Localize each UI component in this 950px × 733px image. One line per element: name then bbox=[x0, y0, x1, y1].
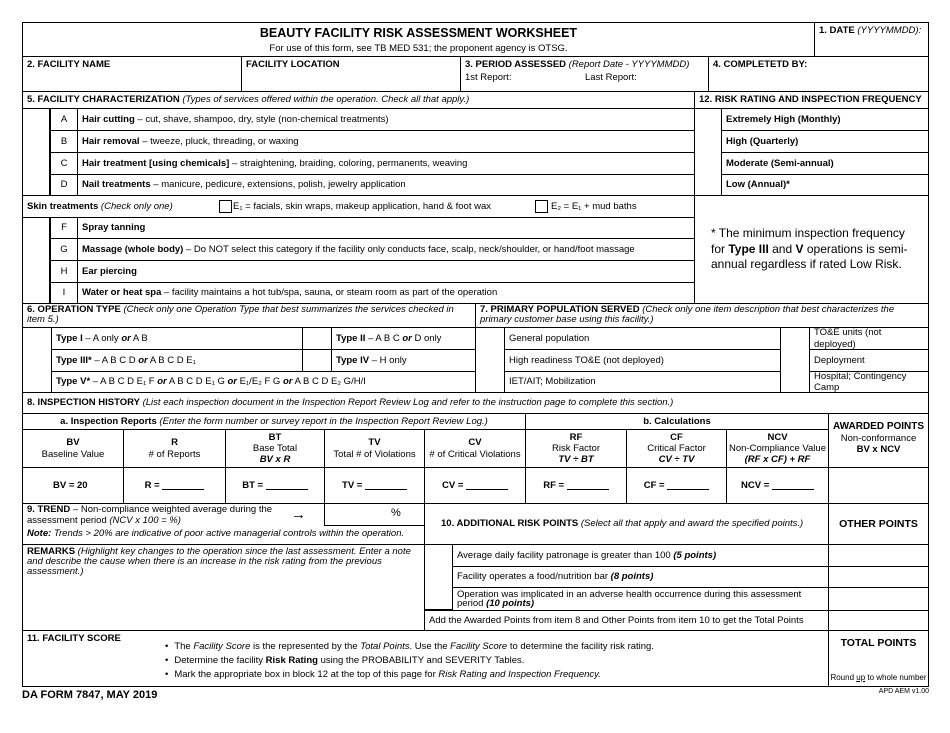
item3-text: Operation was implicated in an adverse health occurrence during this assessment period bbox=[457, 588, 802, 609]
r-entry[interactable] bbox=[123, 467, 226, 504]
b3-a: Mark the appropriate box in block 12 at the top of this page for bbox=[174, 669, 439, 681]
col-cv-line1: # of Critical Violations bbox=[429, 448, 521, 460]
pop-iet-ait[interactable]: IET/AIT; Mobilization bbox=[504, 371, 781, 393]
inspection-frequency-note bbox=[694, 195, 929, 304]
form-header bbox=[22, 22, 815, 57]
sec6-hint: (Check only one Operation Type that best summarizes the services checked in item 5.) bbox=[27, 304, 454, 325]
sec5-header bbox=[22, 91, 695, 109]
date-field[interactable] bbox=[814, 22, 929, 57]
sec9-text: – Non-compliance weighted average during the assessment period bbox=[27, 504, 273, 526]
b1-c: is the represented by the bbox=[250, 641, 361, 652]
population-check-col-left bbox=[475, 327, 505, 393]
b1-f: Facility Score bbox=[450, 641, 508, 652]
rf-entry[interactable] bbox=[525, 467, 627, 504]
trend-percent-field[interactable] bbox=[324, 503, 425, 526]
round-a: Round bbox=[830, 672, 857, 682]
sec9-note-label: Note: bbox=[27, 527, 52, 539]
row-g-service[interactable] bbox=[77, 238, 695, 261]
tv-entry-label: TV = bbox=[342, 479, 363, 491]
op-type-ii[interactable] bbox=[331, 327, 476, 350]
col-ncv-line2: (RF x CF) + RF bbox=[744, 454, 811, 466]
b2-a: Determine the facility bbox=[174, 655, 266, 667]
row-f-name: Spray tanning bbox=[82, 222, 146, 234]
type-ii-label: Type II bbox=[336, 332, 366, 344]
round-note bbox=[829, 673, 928, 682]
skin-label: Skin treatments bbox=[27, 200, 99, 212]
form-version: APD AEM v1.00 bbox=[878, 688, 929, 695]
row-i-desc: – facility maintains a hot tub/spa, sauna, or steam room as part of the operation bbox=[161, 287, 498, 299]
sec8-header bbox=[22, 392, 929, 414]
note-part-e: operations is semi-annual regardless if rated Low Risk. bbox=[711, 241, 908, 272]
sec11-bullet-1 bbox=[165, 641, 654, 652]
type-v-a: – A B C D E₁ F bbox=[90, 376, 158, 388]
ncv-entry-line[interactable] bbox=[772, 481, 814, 490]
e2-checkbox[interactable] bbox=[535, 200, 548, 213]
round-c: to whole number bbox=[865, 672, 927, 682]
row-i-letter: I bbox=[50, 282, 78, 304]
type-ii-or: or bbox=[402, 332, 412, 344]
e1-checkbox[interactable] bbox=[219, 200, 232, 213]
b1-g: to determine the facility risk rating. bbox=[507, 641, 654, 652]
row-d-service[interactable] bbox=[77, 174, 695, 196]
sec5-hint: (Types of services offered within the operation. Check all that apply.) bbox=[182, 94, 470, 105]
rating-moderate[interactable]: Moderate (Semi-annual) bbox=[721, 152, 929, 175]
type-iii-label: Type III* bbox=[56, 354, 92, 366]
row-i-service[interactable] bbox=[77, 282, 695, 304]
col-r bbox=[123, 429, 226, 468]
sec11-bullets bbox=[165, 641, 654, 684]
cv-entry-label: CV = bbox=[441, 479, 464, 491]
note-part-a: * The minimum inspection frequency for bbox=[711, 226, 905, 256]
bv-value bbox=[22, 467, 124, 504]
col-r-abbr: R bbox=[171, 437, 178, 449]
tv-entry-line[interactable] bbox=[365, 481, 407, 490]
row-f-letter: F bbox=[50, 217, 78, 239]
date-label: 1. DATE bbox=[819, 25, 855, 36]
pop-high-readiness[interactable]: High readiness TO&E (not deployed) bbox=[504, 349, 781, 372]
trend-arrow-icon: → bbox=[291, 506, 306, 523]
period-assessed-field[interactable] bbox=[460, 56, 709, 92]
type-iv-label: Type IV bbox=[336, 354, 370, 366]
sec9-formula: (NCV x 100 = %) bbox=[109, 514, 181, 526]
bt-entry-label: BT = bbox=[242, 479, 264, 491]
type-ii-b: D only bbox=[411, 332, 442, 344]
col-rf-abbr: RF bbox=[569, 431, 583, 443]
col-bt-line2: BV x R bbox=[259, 454, 291, 466]
type-v-or1: or bbox=[157, 376, 167, 388]
other-points-2[interactable] bbox=[828, 566, 929, 588]
b1-a: The bbox=[174, 641, 194, 652]
skin-treatments-row bbox=[22, 195, 695, 218]
a-hint: (Enter the form number or survey report in the Inspection Report Review Log.) bbox=[159, 415, 488, 427]
col-cf bbox=[626, 429, 727, 468]
sec6-header bbox=[22, 303, 476, 328]
period-label: 3. PERIOD ASSESSED bbox=[465, 59, 567, 70]
pop-hospital[interactable]: Hospital; Contingency Camp bbox=[809, 371, 929, 393]
op-type-iv[interactable] bbox=[331, 349, 476, 372]
row-h-letter: H bbox=[50, 260, 78, 283]
row-c-service[interactable] bbox=[77, 152, 695, 175]
item1-text: Average daily facility patronage is greater than 100 bbox=[457, 549, 674, 561]
other-points-header: OTHER POINTS bbox=[828, 503, 929, 545]
form-number: DA FORM 7847, MAY 2019 bbox=[22, 689, 158, 701]
b1-b: Facility Score bbox=[193, 641, 251, 652]
awarded-points-header bbox=[828, 413, 929, 468]
period-hint: (Report Date - YYYYMMDD) bbox=[568, 59, 690, 70]
type-i-label: Type I bbox=[56, 332, 83, 344]
round-b: up bbox=[856, 672, 866, 682]
row-g-desc: – Do NOT select this category if the facility only conducts face, scalp, neck/shoulder, or hand/foot massage bbox=[183, 243, 635, 255]
skin-hint: (Check only one) bbox=[100, 200, 173, 212]
type-v-b: A B C D E₁ G bbox=[166, 376, 228, 388]
type-v-d: A B C D E₂ G/H/I bbox=[292, 376, 366, 388]
row-c-desc: – straightening, braiding, coloring, permanents, weaving bbox=[229, 157, 468, 169]
row-h-name: Ear piercing bbox=[82, 265, 137, 277]
type-i-a: – A only bbox=[82, 332, 122, 344]
e1-label: E₁ = facials, skin wraps, makeup application, hand & foot wax bbox=[233, 201, 491, 212]
population-check-col-right bbox=[780, 327, 810, 393]
awarded-label: AWARDED POINTS bbox=[832, 421, 925, 432]
b3-b: Risk Rating and Inspection Frequency. bbox=[438, 669, 601, 681]
type-ii-a: – A B C bbox=[365, 332, 403, 344]
row-d-name: Nail treatments bbox=[82, 179, 151, 191]
col-tv-line1: Total # of Violations bbox=[333, 448, 416, 460]
row-c-letter: C bbox=[50, 152, 78, 175]
cv-entry[interactable] bbox=[424, 467, 526, 504]
risk-points-check-col bbox=[424, 544, 453, 610]
rating-low[interactable]: Low (Annual)* bbox=[721, 174, 929, 196]
sec5-title: 5. FACILITY CHARACTERIZATION bbox=[27, 94, 180, 105]
type-iv-a: – H only bbox=[369, 354, 407, 366]
total-instruction: Add the Awarded Points from item 8 and Other Points from item 10 to get the Total Points bbox=[424, 610, 829, 631]
row-b-service[interactable] bbox=[77, 130, 695, 153]
col-tv-abbr: TV bbox=[368, 437, 381, 449]
sec8-title: 8. INSPECTION HISTORY bbox=[27, 397, 140, 409]
row-a-name: Hair cutting bbox=[82, 113, 135, 125]
rf-entry-line[interactable] bbox=[567, 481, 609, 490]
col-ncv-line1: Non-Compliance Value bbox=[729, 442, 826, 454]
row-h-service[interactable] bbox=[77, 260, 695, 283]
other-points-3[interactable] bbox=[828, 587, 929, 611]
col-rf bbox=[525, 429, 627, 468]
sec10-title: 10. ADDITIONAL RISK POINTS bbox=[441, 518, 579, 530]
sec6-title: 6. OPERATION TYPE bbox=[27, 304, 121, 315]
col-cv bbox=[424, 429, 526, 468]
sec8-hint: (List each inspection document in the Inspection Report Review Log and refer to the instruction page to complete this section.) bbox=[142, 397, 674, 409]
trend-percent-sign: % bbox=[391, 507, 401, 519]
cf-entry[interactable] bbox=[626, 467, 727, 504]
type-v-or2: or bbox=[227, 376, 237, 388]
col-bt-abbr: BT bbox=[268, 431, 282, 443]
sec11-facility-score bbox=[22, 630, 829, 687]
first-report-label: 1st Report: bbox=[465, 72, 512, 84]
col-cv-abbr: CV bbox=[468, 437, 482, 449]
rf-entry-label: RF = bbox=[543, 479, 565, 491]
form-title: BEAUTY FACILITY RISK ASSESSMENT WORKSHEET bbox=[259, 26, 578, 40]
row-a-letter: A bbox=[50, 108, 78, 131]
awarded-formula: BV x NCV bbox=[856, 444, 901, 455]
col-bv-abbr: BV bbox=[66, 437, 80, 449]
sec7-hint: (Check only one item description that best characterizes the primary customer base using this facility.) bbox=[480, 304, 895, 325]
bt-entry-line[interactable] bbox=[266, 481, 308, 490]
total-points-field[interactable] bbox=[828, 630, 929, 687]
remarks-hint: (Highlight key changes to the operation since the last assessment. Enter a note and describe the cause when there is an increase in the risk rating from the previous assessment.) bbox=[27, 546, 411, 577]
b2-b: Risk Rating bbox=[265, 655, 318, 667]
e2-label: E₂ = E₁ + mud baths bbox=[551, 201, 637, 212]
bt-entry[interactable] bbox=[225, 467, 325, 504]
r-entry-line[interactable] bbox=[162, 481, 204, 490]
type-iii-b: A B C D E₁ bbox=[147, 354, 196, 366]
sec11-bullet-3 bbox=[165, 669, 654, 680]
remarks-title: REMARKS bbox=[27, 546, 76, 557]
item2-text: Facility operates a food/nutrition bar bbox=[457, 571, 611, 583]
total-instruction-blank bbox=[828, 610, 929, 631]
awarded-points-entry[interactable] bbox=[828, 467, 929, 504]
cf-entry-label: CF = bbox=[643, 479, 665, 491]
risk-item-adverse-health[interactable] bbox=[452, 587, 829, 611]
type-v-or3: or bbox=[282, 376, 293, 388]
row-d-desc: – manicure, pedicure, extensions, polish, jewelry application bbox=[150, 179, 406, 191]
form-subtitle: For use of this form, see TB MED 531; the proponent agency is OTSG. bbox=[269, 42, 568, 54]
row-b-name: Hair removal bbox=[82, 135, 140, 147]
item2-points: (8 points) bbox=[610, 571, 654, 583]
op-type-ii-check[interactable] bbox=[302, 327, 332, 350]
item1-points: (5 points) bbox=[673, 549, 717, 561]
sec12-title: 12. RISK RATING AND INSPECTION FREQUENCY bbox=[694, 91, 929, 109]
facility-name-field[interactable]: 2. FACILITY NAME bbox=[22, 56, 242, 92]
pop-toe-units[interactable]: TO&E units (not deployed) bbox=[809, 327, 929, 350]
row-b-letter: B bbox=[50, 130, 78, 153]
col-ncv bbox=[726, 429, 829, 468]
col-cf-line2: CV ÷ TV bbox=[658, 454, 695, 466]
row-f-service[interactable] bbox=[77, 217, 695, 239]
b1-e: . Use the bbox=[409, 641, 451, 652]
rating-check-column bbox=[694, 108, 722, 196]
sec9-title: 9. TREND bbox=[27, 504, 71, 515]
col-tv bbox=[324, 429, 425, 468]
a-label: a. Inspection Reports bbox=[60, 415, 157, 427]
row-g-letter: G bbox=[50, 238, 78, 261]
col-bv-line1: Baseline Value bbox=[41, 448, 105, 460]
tv-entry[interactable] bbox=[324, 467, 425, 504]
completed-by-field[interactable]: 4. COMPLETETD BY: bbox=[708, 56, 929, 92]
note-type-v: V bbox=[795, 241, 804, 256]
other-points-1[interactable] bbox=[828, 544, 929, 567]
remarks-field[interactable] bbox=[22, 544, 425, 631]
row-b-desc: – tweeze, pluck, threading, or waxing bbox=[139, 135, 299, 147]
type-iii-or: or bbox=[138, 354, 148, 366]
pop-general[interactable]: General population bbox=[504, 327, 781, 350]
col-cf-line1: Critical Factor bbox=[647, 442, 706, 454]
r-entry-label: R = bbox=[144, 479, 160, 491]
note-type-iii: Type III bbox=[728, 241, 769, 256]
type-i-b: A B bbox=[130, 332, 148, 344]
op-type-iii[interactable] bbox=[51, 349, 303, 372]
col-bt bbox=[225, 429, 325, 468]
risk-item-food-bar[interactable] bbox=[452, 566, 829, 588]
b2-c: using the PROBABILITY and SEVERITY Tables. bbox=[317, 655, 525, 667]
date-hint: (YYYYMMDD): bbox=[857, 25, 922, 36]
sec11-bullet-2 bbox=[165, 655, 654, 666]
col-bt-line1: Base Total bbox=[252, 442, 298, 454]
col-rf-line2: TV ÷ BT bbox=[558, 454, 594, 466]
row-i-name: Water or heat spa bbox=[82, 287, 162, 299]
sec10-hint: (Select all that apply and award the specified points.) bbox=[580, 518, 804, 530]
check-column-f-i bbox=[22, 217, 50, 304]
row-c-name: Hair treatment [using chemicals] bbox=[82, 157, 230, 169]
col-ncv-abbr: NCV bbox=[767, 431, 788, 443]
last-report-label: Last Report: bbox=[585, 72, 637, 84]
row-a-desc: – cut, shave, shampoo, dry, style (non-chemical treatments) bbox=[134, 113, 389, 125]
calculations-header: b. Calculations bbox=[525, 413, 829, 430]
ncv-entry-label: NCV = bbox=[741, 479, 770, 491]
sec7-title: 7. PRIMARY POPULATION SERVED bbox=[480, 304, 640, 315]
rating-extremely-high[interactable]: Extremely High (Monthly) bbox=[721, 108, 929, 131]
total-points-label: TOTAL POINTS bbox=[840, 637, 917, 649]
sec10-header bbox=[424, 503, 829, 545]
facility-location-field[interactable]: FACILITY LOCATION bbox=[241, 56, 461, 92]
sec7-header bbox=[475, 303, 929, 328]
type-v-label: Type V* bbox=[56, 376, 91, 388]
col-cf-abbr: CF bbox=[670, 431, 683, 443]
risk-item-patronage[interactable] bbox=[452, 544, 829, 567]
cf-entry-line[interactable] bbox=[667, 481, 709, 490]
check-column-a-d bbox=[22, 108, 50, 196]
row-a-service[interactable] bbox=[77, 108, 695, 131]
cv-entry-line[interactable] bbox=[466, 481, 508, 490]
row-g-name: Massage (whole body) bbox=[82, 243, 184, 255]
sec11-title: 11. FACILITY SCORE bbox=[27, 633, 121, 644]
rating-high[interactable]: High (Quarterly) bbox=[721, 130, 929, 153]
col-rf-line1: Risk Factor bbox=[551, 442, 601, 454]
op-type-i[interactable] bbox=[51, 327, 303, 350]
awarded-sub: Non-conformance bbox=[840, 432, 917, 444]
ncv-entry[interactable] bbox=[726, 467, 829, 504]
pop-deployment[interactable]: Deployment bbox=[809, 349, 929, 372]
type-v-c: E₁/E₂ F G bbox=[237, 376, 283, 388]
b1-d: Total Points bbox=[360, 641, 410, 652]
type-iii-a: – A B C D bbox=[91, 354, 139, 366]
op-type-check-col bbox=[22, 327, 52, 393]
inspection-reports-header bbox=[22, 413, 526, 430]
note-part-c: and bbox=[768, 241, 796, 256]
col-r-line1: # of Reports bbox=[148, 448, 201, 460]
item3-points: (10 points) bbox=[486, 598, 535, 609]
bv-value-text: BV = 20 bbox=[53, 479, 88, 491]
col-bv bbox=[22, 429, 124, 468]
op-type-iv-check[interactable] bbox=[302, 349, 332, 372]
sec9-note: Trends > 20% are indicative of poor active managerial controls within the operation. bbox=[51, 527, 405, 539]
row-d-letter: D bbox=[50, 174, 78, 196]
op-type-v[interactable] bbox=[51, 371, 476, 393]
type-i-or: or bbox=[121, 332, 131, 344]
